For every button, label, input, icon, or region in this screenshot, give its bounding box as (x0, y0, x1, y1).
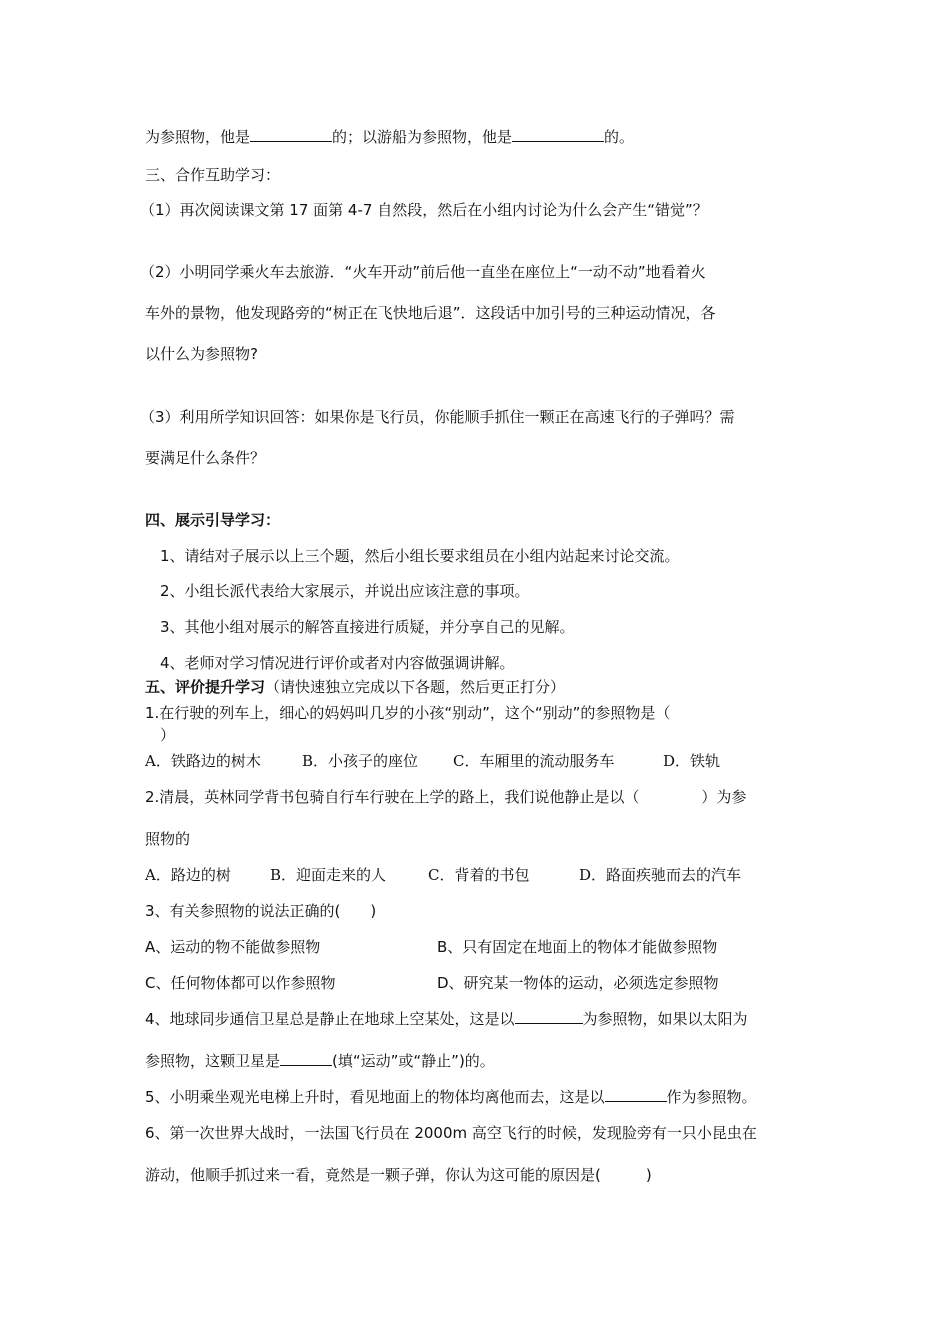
question-5-3: 3、有关参照物的说法正确的( ) (145, 902, 377, 920)
question-3-2-line-3: 以什么为参照物? (145, 345, 258, 363)
answer-blank (250, 127, 332, 142)
list-item: 3、其他小组对展示的解答直接进行质疑，并分享自己的见解。 (160, 618, 575, 636)
question-3-2-line-1: （2）小明同学乘火车去旅游．“火车开动”前后他一直坐在座位上“一动不动”地看着火 (140, 263, 706, 281)
option-d: D．铁轨 (663, 752, 721, 770)
question-3-3-line-2: 要满足什么条件？ (145, 449, 266, 467)
list-item: 1、请结对子展示以上三个题，然后小组长要求组员在小组内站起来讨论交流。 (160, 547, 680, 565)
section-5-title: 五、评价提升学习 (145, 678, 266, 696)
question-5-5 (145, 1087, 757, 1107)
text-fragment: 作为参照物。 (666, 1088, 757, 1106)
continuation-line (145, 127, 634, 147)
answer-blank (512, 127, 604, 142)
option-a: A．路边的树 (145, 866, 231, 884)
text-fragment: 5、小明乘坐观光电梯上升时，看见地面上的物体均离他而去，这是以 (145, 1088, 605, 1106)
question-3-2-line-2: 车外的景物，他发现路旁的“树正在飞快地后退”．这段话中加引号的三种运动情况，各 (145, 304, 716, 322)
option-a: A、运动的物不能做参照物 (145, 938, 321, 956)
option-a: A．铁路边的树木 (145, 752, 261, 770)
section-4-title: 四、展示引导学习： (145, 511, 281, 529)
option-d: D、研究某一物体的运动，必须选定参照物 (437, 974, 719, 992)
question-3-1: （1）再次阅读课文第 17 面第 4-7 自然段，然后在小组内讨论为什么会产生“错觉”？ (140, 201, 708, 219)
option-b: B．小孩子的座位 (302, 752, 419, 770)
list-item: 2、小组长派代表给大家展示，并说出应该注意的事项。 (160, 582, 530, 600)
question-5-4-line-2 (145, 1051, 495, 1071)
question-5-6-line-2: 游动，他顺手抓过来一看，竟然是一颗子弹，你认为这可能的原因是( ) (145, 1166, 652, 1184)
question-5-1-line-1: 1.在行驶的列车上，细心的妈妈叫几岁的小孩“别动”，这个“别动”的参照物是（ (145, 704, 671, 722)
question-5-6-line-1: 6、第一次世界大战时，一法国飞行员在 2000m 高空飞行的时候，发现脸旁有一只小昆虫在 (145, 1124, 757, 1142)
text-fragment: ）为参 (701, 788, 747, 806)
option-c: C、任何物体都可以作参照物 (145, 974, 336, 992)
question-5-2-line-1 (145, 787, 746, 807)
list-item: 4、老师对学习情况进行评价或者对内容做强调讲解。 (160, 654, 515, 672)
answer-blank (515, 1009, 583, 1024)
question-5-1-line-2: ） (160, 726, 176, 744)
question-3-3-line-1: （3）利用所学知识回答：如果你是飞行员，你能顺手抓住一颗正在高速飞行的子弹吗？需 (140, 408, 735, 426)
text-fragment: 为参照物，他是 (145, 128, 251, 146)
option-d: D．路面疾驰而去的汽车 (579, 866, 742, 884)
text-fragment: (填“运动”或“静止”)的。 (332, 1052, 495, 1070)
text-fragment: 2.清晨，英林同学背书包骑自行车行驶在上学的路上，我们说他静止是以（ (145, 788, 640, 806)
text-fragment: 参照物，这颗卫星是 (145, 1052, 281, 1070)
text-fragment: 的。 (604, 128, 635, 146)
option-b: B．迎面走来的人 (270, 866, 387, 884)
answer-blank (605, 1087, 667, 1102)
section-5-heading (145, 677, 565, 697)
text-fragment: 4、地球同步通信卫星总是静止在地球上空某处，这是以 (145, 1010, 515, 1028)
option-b: B、只有固定在地面上的物体才能做参照物 (437, 938, 718, 956)
text-fragment: 的；以游船为参照物，他是 (332, 128, 513, 146)
text-fragment: 为参照物，如果以太阳为 (582, 1010, 748, 1028)
section-3-title: 三、合作互助学习： (145, 166, 281, 184)
option-c: C．车厢里的流动服务车 (453, 752, 615, 770)
section-5-note: （请快速独立完成以下各题，然后更正打分） (265, 678, 566, 696)
question-5-2-line-2: 照物的 (145, 830, 191, 848)
answer-blank (280, 1051, 332, 1066)
question-5-4-line-1 (145, 1009, 748, 1029)
option-c: C．背着的书包 (428, 866, 530, 884)
